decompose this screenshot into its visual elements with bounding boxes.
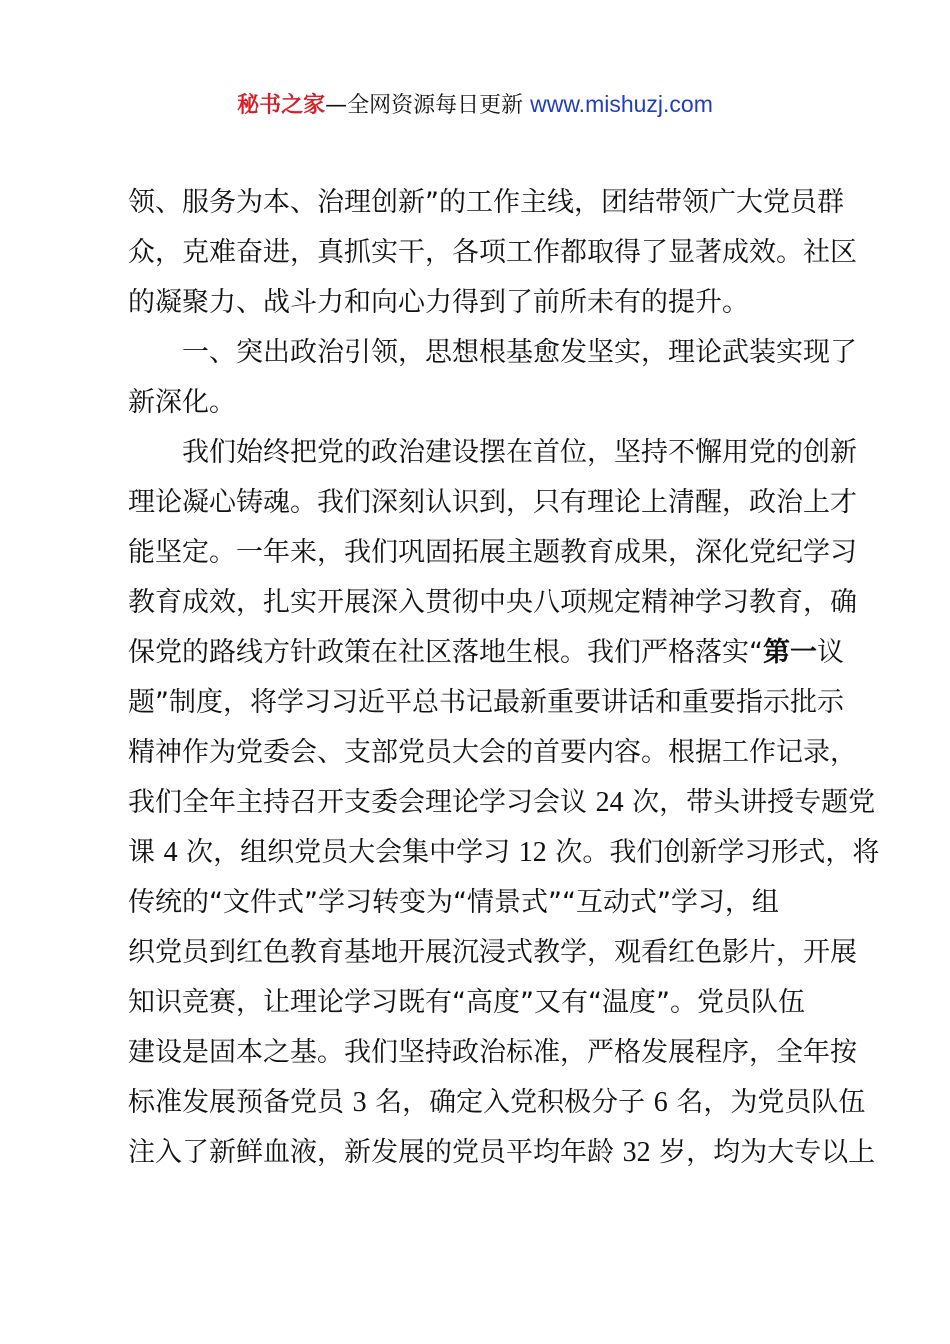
text-segment: 注入了新鲜血液，新发展的党员平均年龄 [128,1137,623,1168]
text-line [128,778,876,828]
site-header [0,88,950,122]
text-line [128,1128,876,1178]
document-body [128,178,880,1178]
text-segment: 名，确定入党积极分子 [366,1087,654,1118]
text-segment: 次，带头讲授专题党 [623,787,876,818]
text-segment: 次。我们创新学习形式，将 [546,837,880,868]
brand-name: 秘书之家 [237,93,326,118]
text-line [128,828,880,878]
section-heading-1 [128,328,857,428]
text-line: 精神作为党委会、支部党员大会的首要内容。根据工作记录， [128,737,857,768]
text-line: 题”制度，将学习习近平总书记最新重要讲话和重要指示批示 [128,687,844,718]
number-value: 4 [163,837,178,868]
number-value: 6 [653,1087,668,1118]
number-value: 32 [622,1137,651,1168]
text-line: 新深化。 [128,387,236,418]
text-line: 知识竞赛，让理论学习既有“高度”又有“温度”。党员队伍 [128,987,805,1018]
text-line: 能坚定。一年来，我们巩固拓展主题教育成果，深化党纪学习 [128,537,857,568]
text-segment: 保党的路线方针政策在社区落地生根。我们严格落实“ [128,637,763,668]
site-url-link[interactable]: www.mishuzj.com [530,91,713,117]
paragraph-3 [128,428,880,1178]
text-segment: 议 [817,637,844,668]
text-line: 领、服务为本、治理创新”的工作主线，团结带领广大党员群 [128,187,844,218]
header-tagline: —全网资源每日更新 [325,93,531,118]
text-line: 理论凝心铸魂。我们深刻认识到，只有理论上清醒，政治上才 [128,487,857,518]
text-segment: 我们全年主持召开支委会理论学习会议 [128,787,596,818]
text-line: 传统的“文件式”学习转变为“情景式”“互动式”学习，组 [128,887,779,918]
text-segment: 名，为党员队伍 [667,1087,866,1118]
text-line: 我们始终把党的政治建设摆在首位，坚持不懈用党的创新 [182,437,857,468]
bold-text: 第一 [763,637,817,668]
text-line: 织党员到红色教育基地开展沉浸式教学，观看红色影片，开展 [128,937,857,968]
text-line [128,1078,866,1128]
text-line [128,628,844,678]
text-line: 众，克难奋进，真抓实干，各项工作都取得了显著成效。社区 [128,237,857,268]
number-value: 3 [352,1087,367,1118]
text-segment: 标准发展预备党员 [128,1087,353,1118]
text-segment: 岁，均为大专以上 [650,1137,876,1168]
text-line: 一、突出政治引领，思想根基愈发坚实，理论武装实现了 [182,337,857,368]
text-line: 教育成效，扎实开展深入贯彻中央八项规定精神学习教育，确 [128,587,857,618]
text-segment: 次，组织党员大会集中学习 [177,837,519,868]
text-line: 的凝聚力、战斗力和向心力得到了前所未有的提升。 [128,287,749,318]
number-value: 12 [518,837,547,868]
paragraph-1 [128,178,857,328]
text-segment: 课 [128,837,164,868]
text-line: 建设是固本之基。我们坚持政治标准，严格发展程序，全年按 [128,1037,857,1068]
number-value: 24 [595,787,624,818]
